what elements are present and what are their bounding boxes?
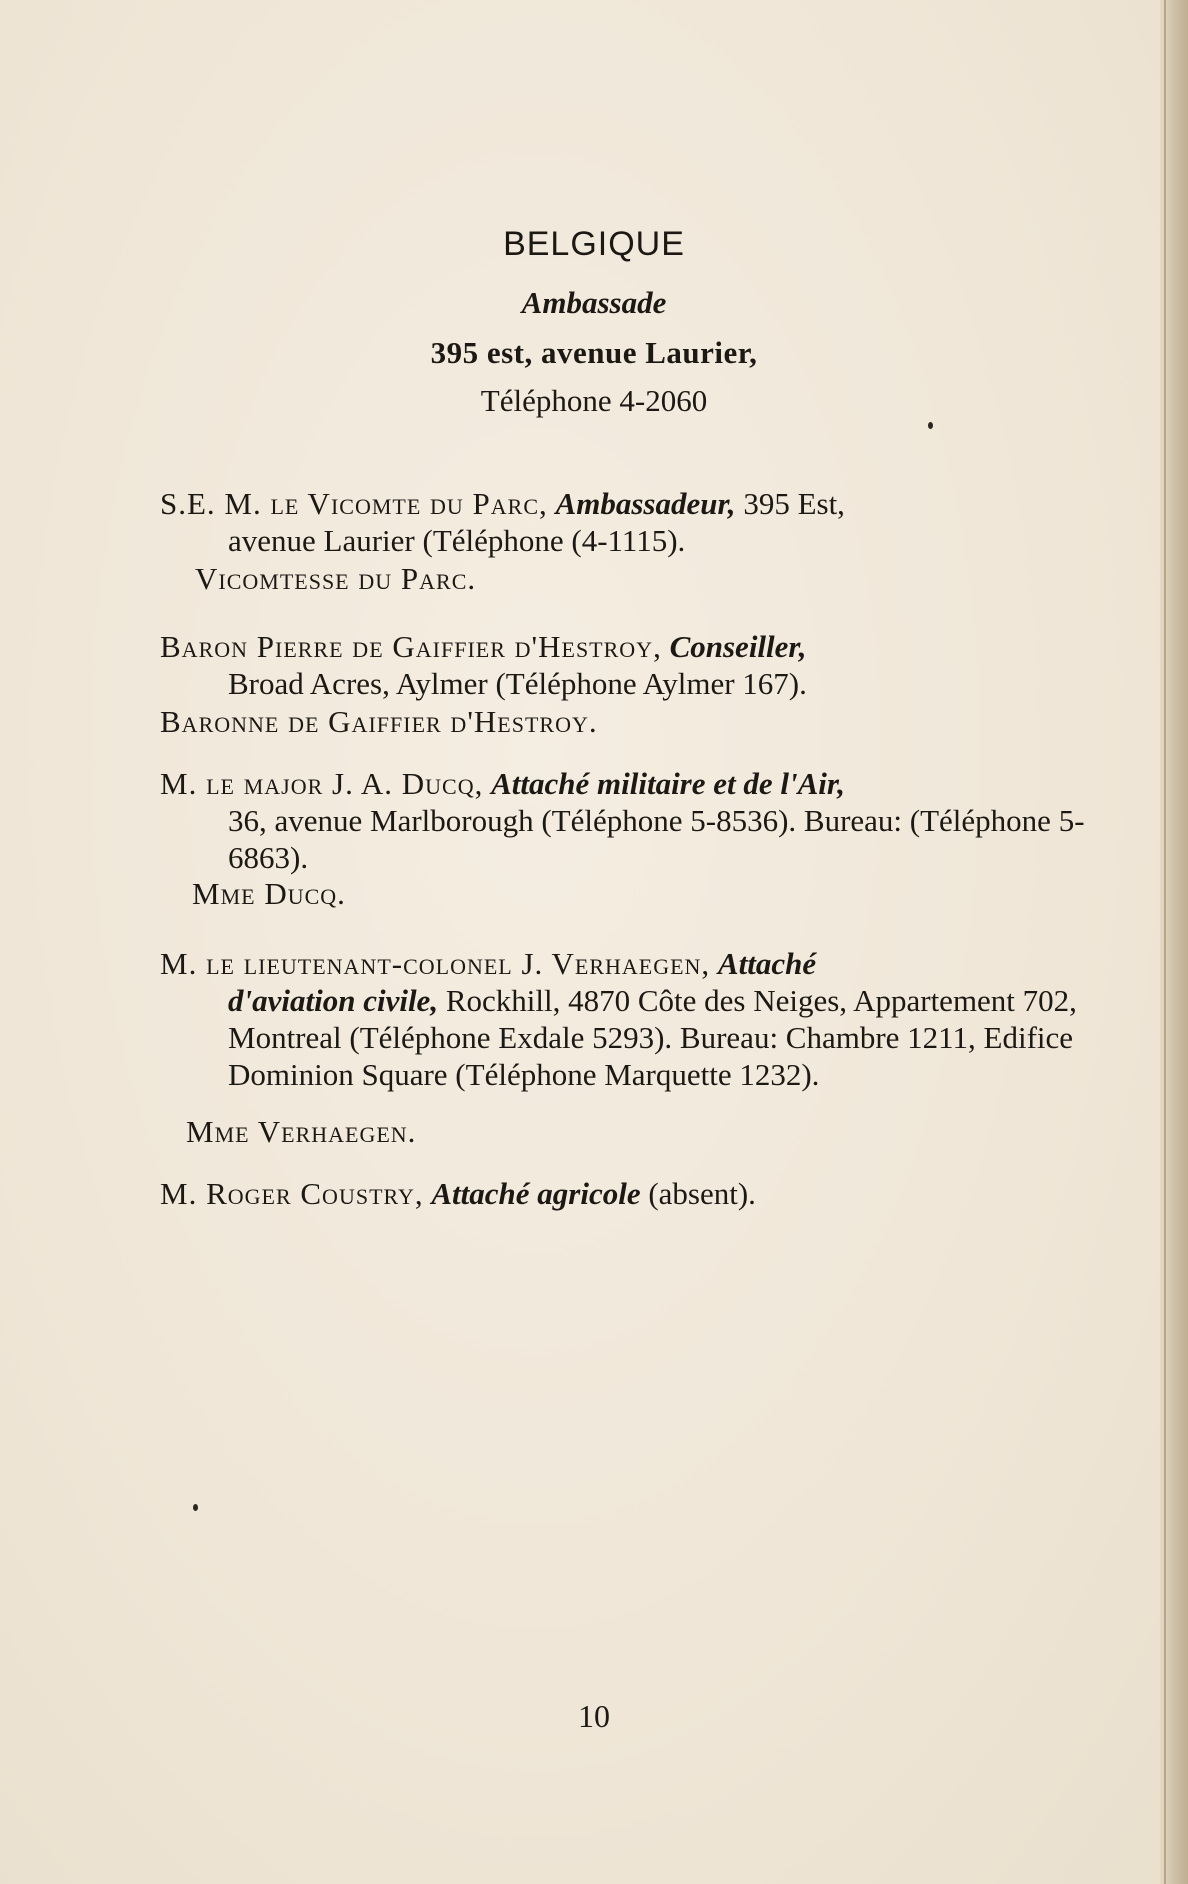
country-heading: BELGIQUE [503, 225, 685, 263]
page-number: 10 [578, 1698, 610, 1734]
diplomat-title: Ambassadeur, [555, 486, 736, 521]
spouse-name: Baronne de Gaiffier d'Hestroy. [160, 704, 598, 739]
diplomat-address: Broad Acres, Aylmer (Téléphone Aylmer 167). [228, 666, 807, 701]
diplomat-address: 36, avenue Marlborough (Téléphone 5-8536). Bureau: (Téléphone 5-6863). [228, 803, 1085, 875]
diplomat-name: M. Roger Coustry, [160, 1176, 424, 1211]
diplomat-address: Rockhill, 4870 Côte des Neiges, Appartement 702, Montreal (Téléphone Exdale 5293). Bureau: Chambre 1211, Edifice Dominion Square (Téléphone Marquette 1232). [228, 983, 1077, 1092]
diplomat-title: Attaché [717, 946, 817, 981]
ink-speck [928, 422, 933, 429]
diplomat-name: M. le lieutenant-colonel J. Verhaegen, [160, 946, 711, 981]
diplomat-entry [160, 628, 1085, 702]
spouse-name: Vicomtesse du Parc. [195, 561, 477, 596]
diplomat-entry [160, 945, 1085, 1093]
diplomat-title: Attaché agricole [431, 1176, 641, 1211]
ink-speck [193, 1504, 198, 1511]
diplomat-details: 395 Est, [735, 486, 845, 521]
diplomat-title: Attaché militaire et de l'Air, [491, 766, 846, 801]
diplomat-name: S.E. M. le Vicomte du Parc, [160, 486, 548, 521]
mission-telephone: Téléphone 4-2060 [480, 383, 708, 418]
mission-address: 395 est, avenue Laurier, [430, 335, 758, 370]
diplomat-entry [160, 765, 1085, 876]
diplomat-title-cont: d'aviation civile, [228, 983, 439, 1018]
spouse-name: Mme Verhaegen. [186, 1114, 417, 1149]
diplomat-entry [160, 485, 1085, 559]
diplomat-name: M. le major J. A. Ducq, [160, 766, 484, 801]
mission-type: Ambassade [521, 285, 667, 320]
spouse-name: Mme Ducq. [192, 876, 346, 911]
page-edge-line [1164, 0, 1166, 1884]
diplomat-entry [160, 1175, 1085, 1212]
diplomat-details: (absent). [640, 1176, 756, 1211]
diplomat-title: Conseiller, [669, 629, 807, 664]
diplomat-name: Baron Pierre de Gaiffier d'Hestroy, [160, 629, 662, 664]
diplomat-address: avenue Laurier (Téléphone (4-1115). [228, 523, 686, 558]
